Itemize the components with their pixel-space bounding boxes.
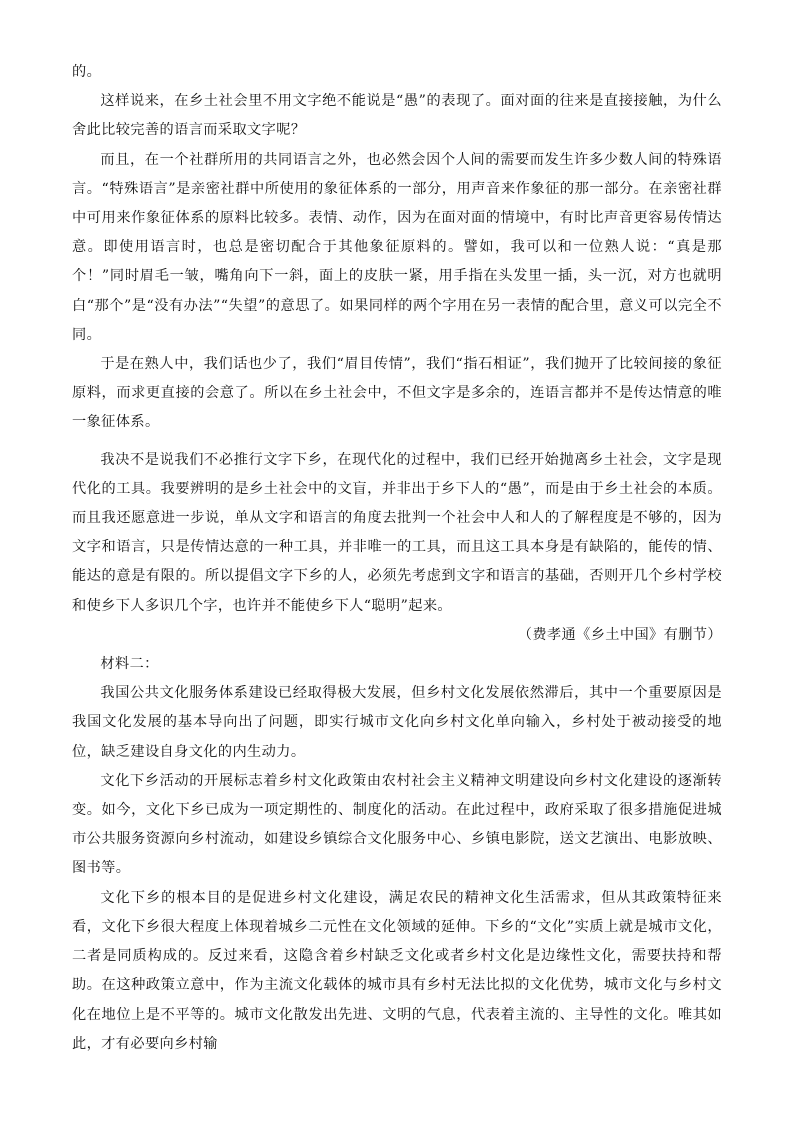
document-body — [72, 58, 722, 1059]
paragraph-continuation: 的。 — [72, 64, 102, 80]
paragraph: 而且，在一个社群所用的共同语言之外，也必然会因个人间的需要而发生许多少数人间的特殊语言。“特殊语言”是亲密社群中所使用的象征体系的一部分，用声音来作象征的那一部分。在亲密社群中可用来作象征体系的原料比较多。表情、动作，因为在面对面的情境中，有时比声音更容易传情达意。即使用语言时，也总是密切配合于其他象征原料的。譬如，我可以和一位熟人说：“真是那个！”同时眉毛一皱，嘴角向下一斜，面上的皮肤一紧，用手指在头发里一插，头一沉，对方也就明白“那个”是“没有办法”“失望”的意思了。如果同样的两个字用在另一表情的配合里，意义可以完全不同。 — [72, 151, 722, 343]
paragraph: 文化下乡的根本目的是促进乡村文化建设，满足农民的精神文化生活需求，但从其政策特征来看，文化下乡很大程度上体现着城乡二元性在文化领域的延伸。下乡的“文化”实质上就是城市文化，二者是同质构成的。反过来看，这隐含着乡村缺乏文化或者乡村文化是边缘性文化，需要扶持和帮助。在这种政策立意中，作为主流文化载体的城市具有乡村无法比拟的文化优势，城市文化与乡村文化在地位上是不平等的。城市文化散发出先进、文明的气息，代表着主流的、主导性的文化。唯其如此，才有必要向乡村输 — [72, 889, 722, 1052]
source-citation: （费孝通《乡土中国》有删节） — [517, 626, 722, 643]
section-heading: 材料二： — [100, 656, 159, 673]
paragraph: 我国公共文化服务体系建设已经取得极大发展，但乡村文化发展依然滞后，其中一个重要原因是我国文化发展的基本导向出了问题，即实行城市文化向乡村文化单向输入，乡村处于被动接受的地位，缺乏建设自身文化的内生动力。 — [72, 685, 722, 760]
paragraph: 文化下乡活动的开展标志着乡村文化政策由农村社会主义精神文明建设向乡村文化建设的逐渐转变。如今，文化下乡已成为一项定期性的、制度化的活动。在此过程中，政府采取了很多措施促进城市公共服务资源向乡村流动，如建设乡镇综合文化服务中心、乡镇电影院，送文艺演出、电影放映、图书等。 — [72, 772, 722, 877]
paragraph: 于是在熟人中，我们话也少了，我们“眉目传情”，我们“指石相证”，我们抛开了比较间接的象征原料，而求更直接的会意了。所以在乡土社会中，不但文字是多余的，连语言都并不是传达情意的唯一象征体系。 — [72, 356, 722, 431]
paragraph: 我决不是说我们不必推行文字下乡，在现代化的过程中，我们已经开始抛离乡土社会，文字是现代化的工具。我要辨明的是乡土社会中的文盲，并非出于乡下人的“愚”，而是由于乡土社会的本质。而且我还愿意进一步说，单从文字和语言的角度去批判一个社会中人和人的了解程度是不够的，因为文字和语言，只是传情达意的一种工具，并非唯一的工具，而且这工具本身是有缺陷的，能传的情、能达的意是有限的。所以提倡文字下乡的人，必须先考虑到文字和语言的基础，否则开几个乡村学校和使乡下人多识几个字，也许并不能使乡下人“聪明”起来。 — [72, 451, 722, 614]
paragraph: 这样说来，在乡土社会里不用文字绝不能说是“愚”的表现了。面对面的往来是直接接触，为什么舍此比较完善的语言而采取文字呢？ — [72, 93, 722, 139]
